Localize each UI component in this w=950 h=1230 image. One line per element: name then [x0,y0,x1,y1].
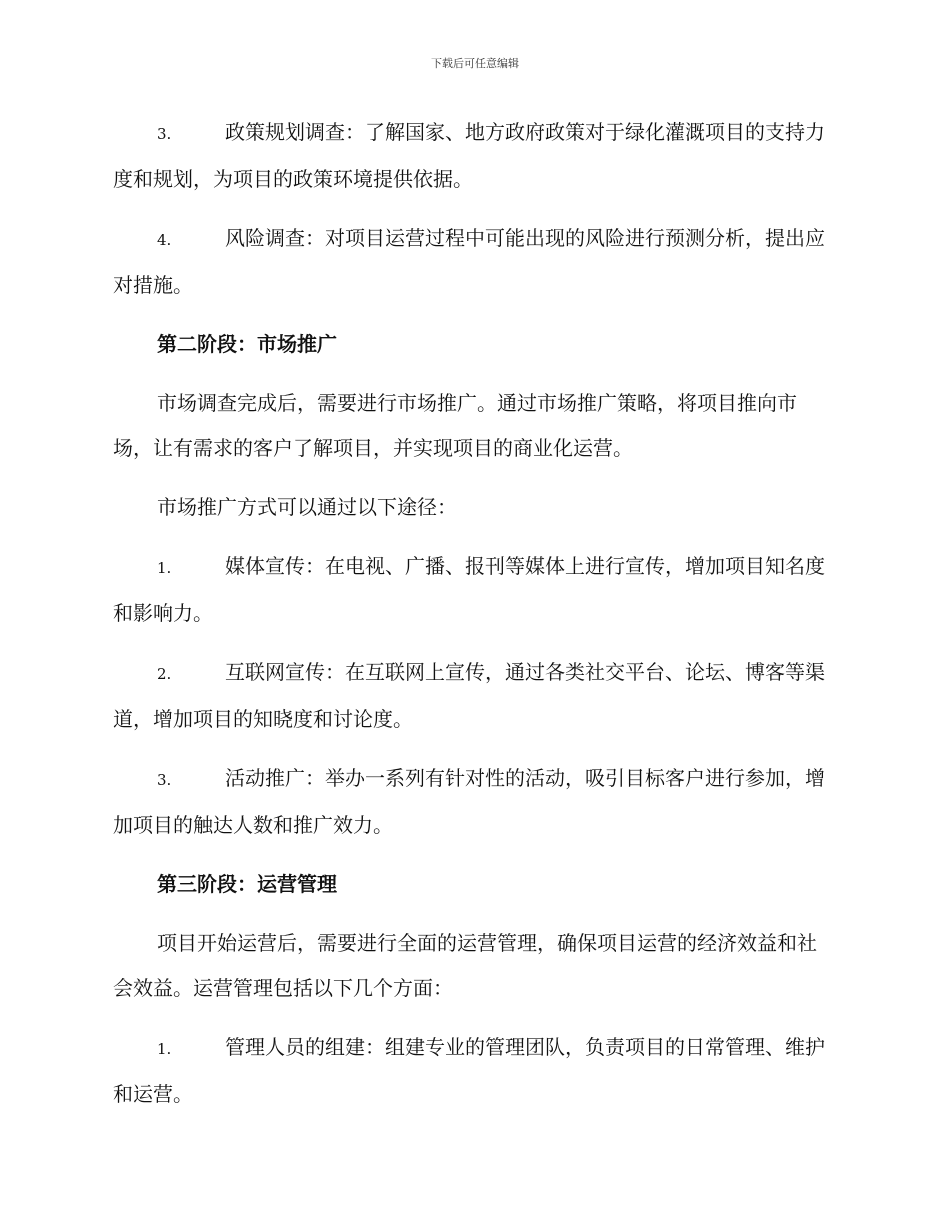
list-item-risk-survey [113,216,835,308]
list-item-text: 风险调查：对项目运营过程中可能出现的风险进行预测分析，提出应对措施。 [113,226,825,297]
paragraph-promotion-intro: 市场调查完成后，需要进行市场推广。通过市场推广策略，将项目推向市场，让有需求的客户了解项目，并实现项目的商业化运营。 [113,391,797,460]
section-heading-stage-2: 第二阶段：市场推广 [157,332,337,356]
list-item-staff-setup [113,1025,835,1117]
list-item-policy-survey [113,110,835,202]
list-item-text: 活动推广：举办一系列有针对性的活动，吸引目标客户进行参加，增加项目的触达人数和推广效力。 [113,766,825,837]
list-item-text: 政策规划调查：了解国家、地方政府政策对于绿化灌溉项目的支持力度和规划，为项目的政策环境提供依据。 [113,120,825,191]
paragraph-promotion-ways: 市场推广方式可以通过以下途径： [157,495,457,519]
section-heading-stage-3: 第三阶段：运营管理 [157,872,337,896]
list-item-event-promo [113,756,835,848]
list-item-number: 3. [157,125,172,143]
list-item-media-promo [113,544,835,636]
list-item-number: 2. [157,665,172,683]
page-header-note: 下载后可任意编辑 [431,57,519,70]
list-item-text: 管理人员的组建：组建专业的管理团队，负责项目的日常管理、维护和运营。 [113,1035,825,1106]
list-item-text: 媒体宣传：在电视、广播、报刊等媒体上进行宣传，增加项目知名度和影响力。 [113,554,825,625]
list-item-number: 1. [157,1040,172,1058]
list-item-number: 1. [157,559,172,577]
list-item-text: 互联网宣传：在互联网上宣传，通过各类社交平台、论坛、博客等渠道，增加项目的知晓度和讨论度。 [113,660,825,731]
list-item-number: 4. [157,231,172,249]
paragraph-operations-intro: 项目开始运营后，需要进行全面的运营管理，确保项目运营的经济效益和社会效益。运营管理包括以下几个方面： [113,931,817,1000]
list-item-internet-promo [113,650,835,742]
list-item-number: 3. [157,771,172,789]
document-body [113,110,835,1131]
